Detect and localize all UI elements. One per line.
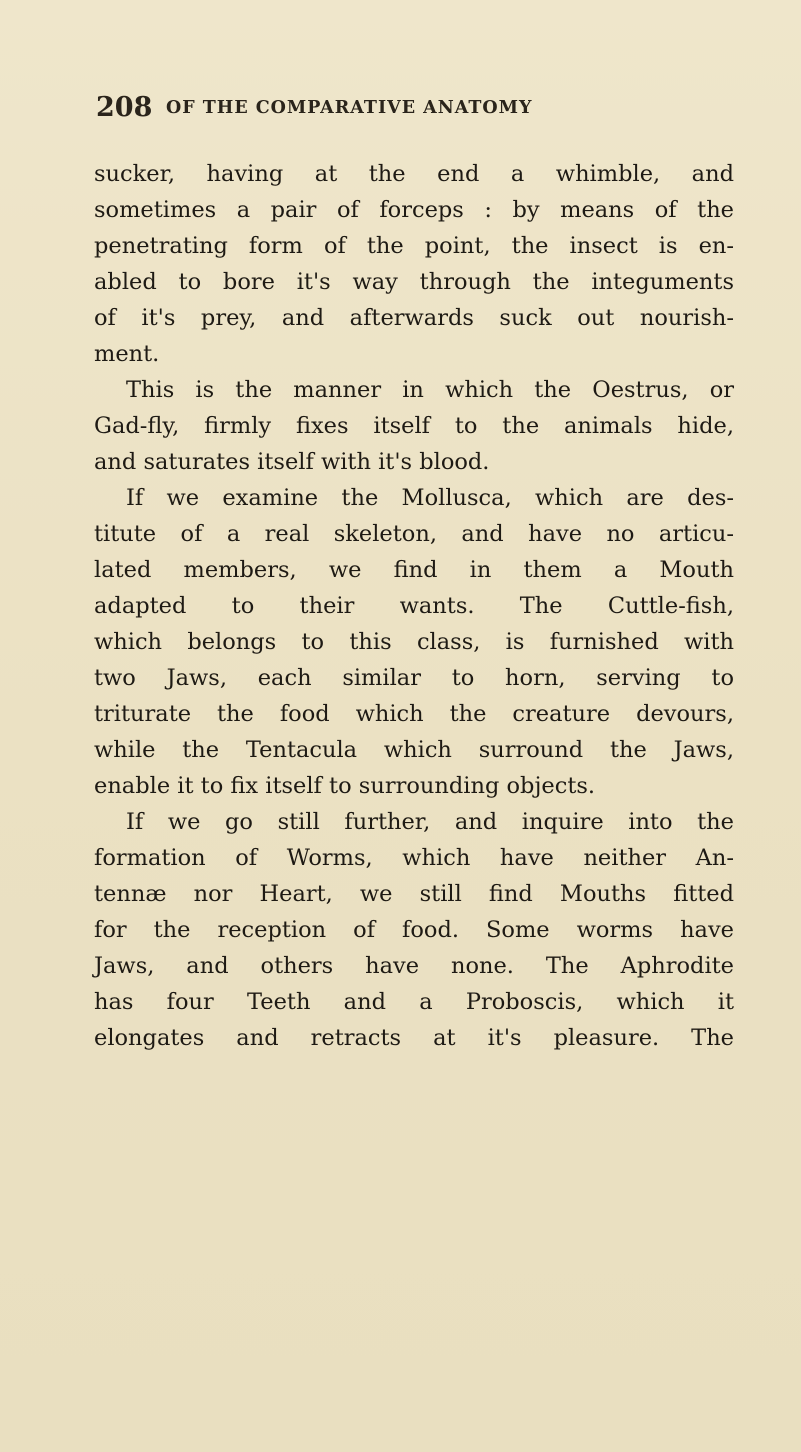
text-line: titute of a real skeleton, and have no articu-: [94, 521, 734, 547]
page-number: 208: [96, 92, 153, 123]
text-line: adapted to their wants. The Cuttle-fish,: [94, 593, 734, 619]
text-line: ment.: [94, 341, 160, 367]
text-line: lated members, we find in them a Mouth: [94, 557, 734, 583]
text-line: has four Teeth and a Proboscis, which it: [94, 989, 734, 1015]
text-line: Gad-fly, firmly fixes itself to the animals hide,: [94, 413, 734, 439]
text-line: while the Tentacula which surround the Jaws,: [94, 737, 734, 763]
text-line: sometimes a pair of forceps : by means of the: [94, 197, 734, 223]
text-line: formation of Worms, which have neither An-: [94, 845, 734, 871]
text-line: elongates and retracts at it's pleasure. The: [94, 1025, 734, 1051]
text-line: of it's prey, and afterwards suck out nourish-: [94, 305, 734, 331]
text-line: sucker, having at the end a whimble, and: [94, 161, 734, 187]
text-line: penetrating form of the point, the insect is en-: [94, 233, 734, 259]
running-head: [0, 92, 801, 132]
body-text: [94, 156, 734, 1056]
text-line: enable it to fix itself to surrounding objects.: [94, 773, 596, 799]
paragraph-start-line: If we go still further, and inquire into the: [126, 809, 734, 835]
text-line: Jaws, and others have none. The Aphrodite: [94, 953, 734, 979]
paragraph-start-line: This is the manner in which the Oestrus, or: [126, 377, 734, 403]
text-line: tennæ nor Heart, we still find Mouths fitted: [94, 881, 734, 907]
text-line: triturate the food which the creature devours,: [94, 701, 734, 727]
text-line: two Jaws, each similar to horn, serving to: [94, 665, 734, 691]
text-line: and saturates itself with it's blood.: [94, 449, 490, 475]
text-line: for the reception of food. Some worms have: [94, 917, 734, 943]
running-title: OF THE COMPARATIVE ANATOMY: [166, 98, 533, 118]
text-line: which belongs to this class, is furnished with: [94, 629, 734, 655]
paragraph-start-line: If we examine the Mollusca, which are des-: [126, 485, 734, 511]
text-line: abled to bore it's way through the integuments: [94, 269, 734, 295]
